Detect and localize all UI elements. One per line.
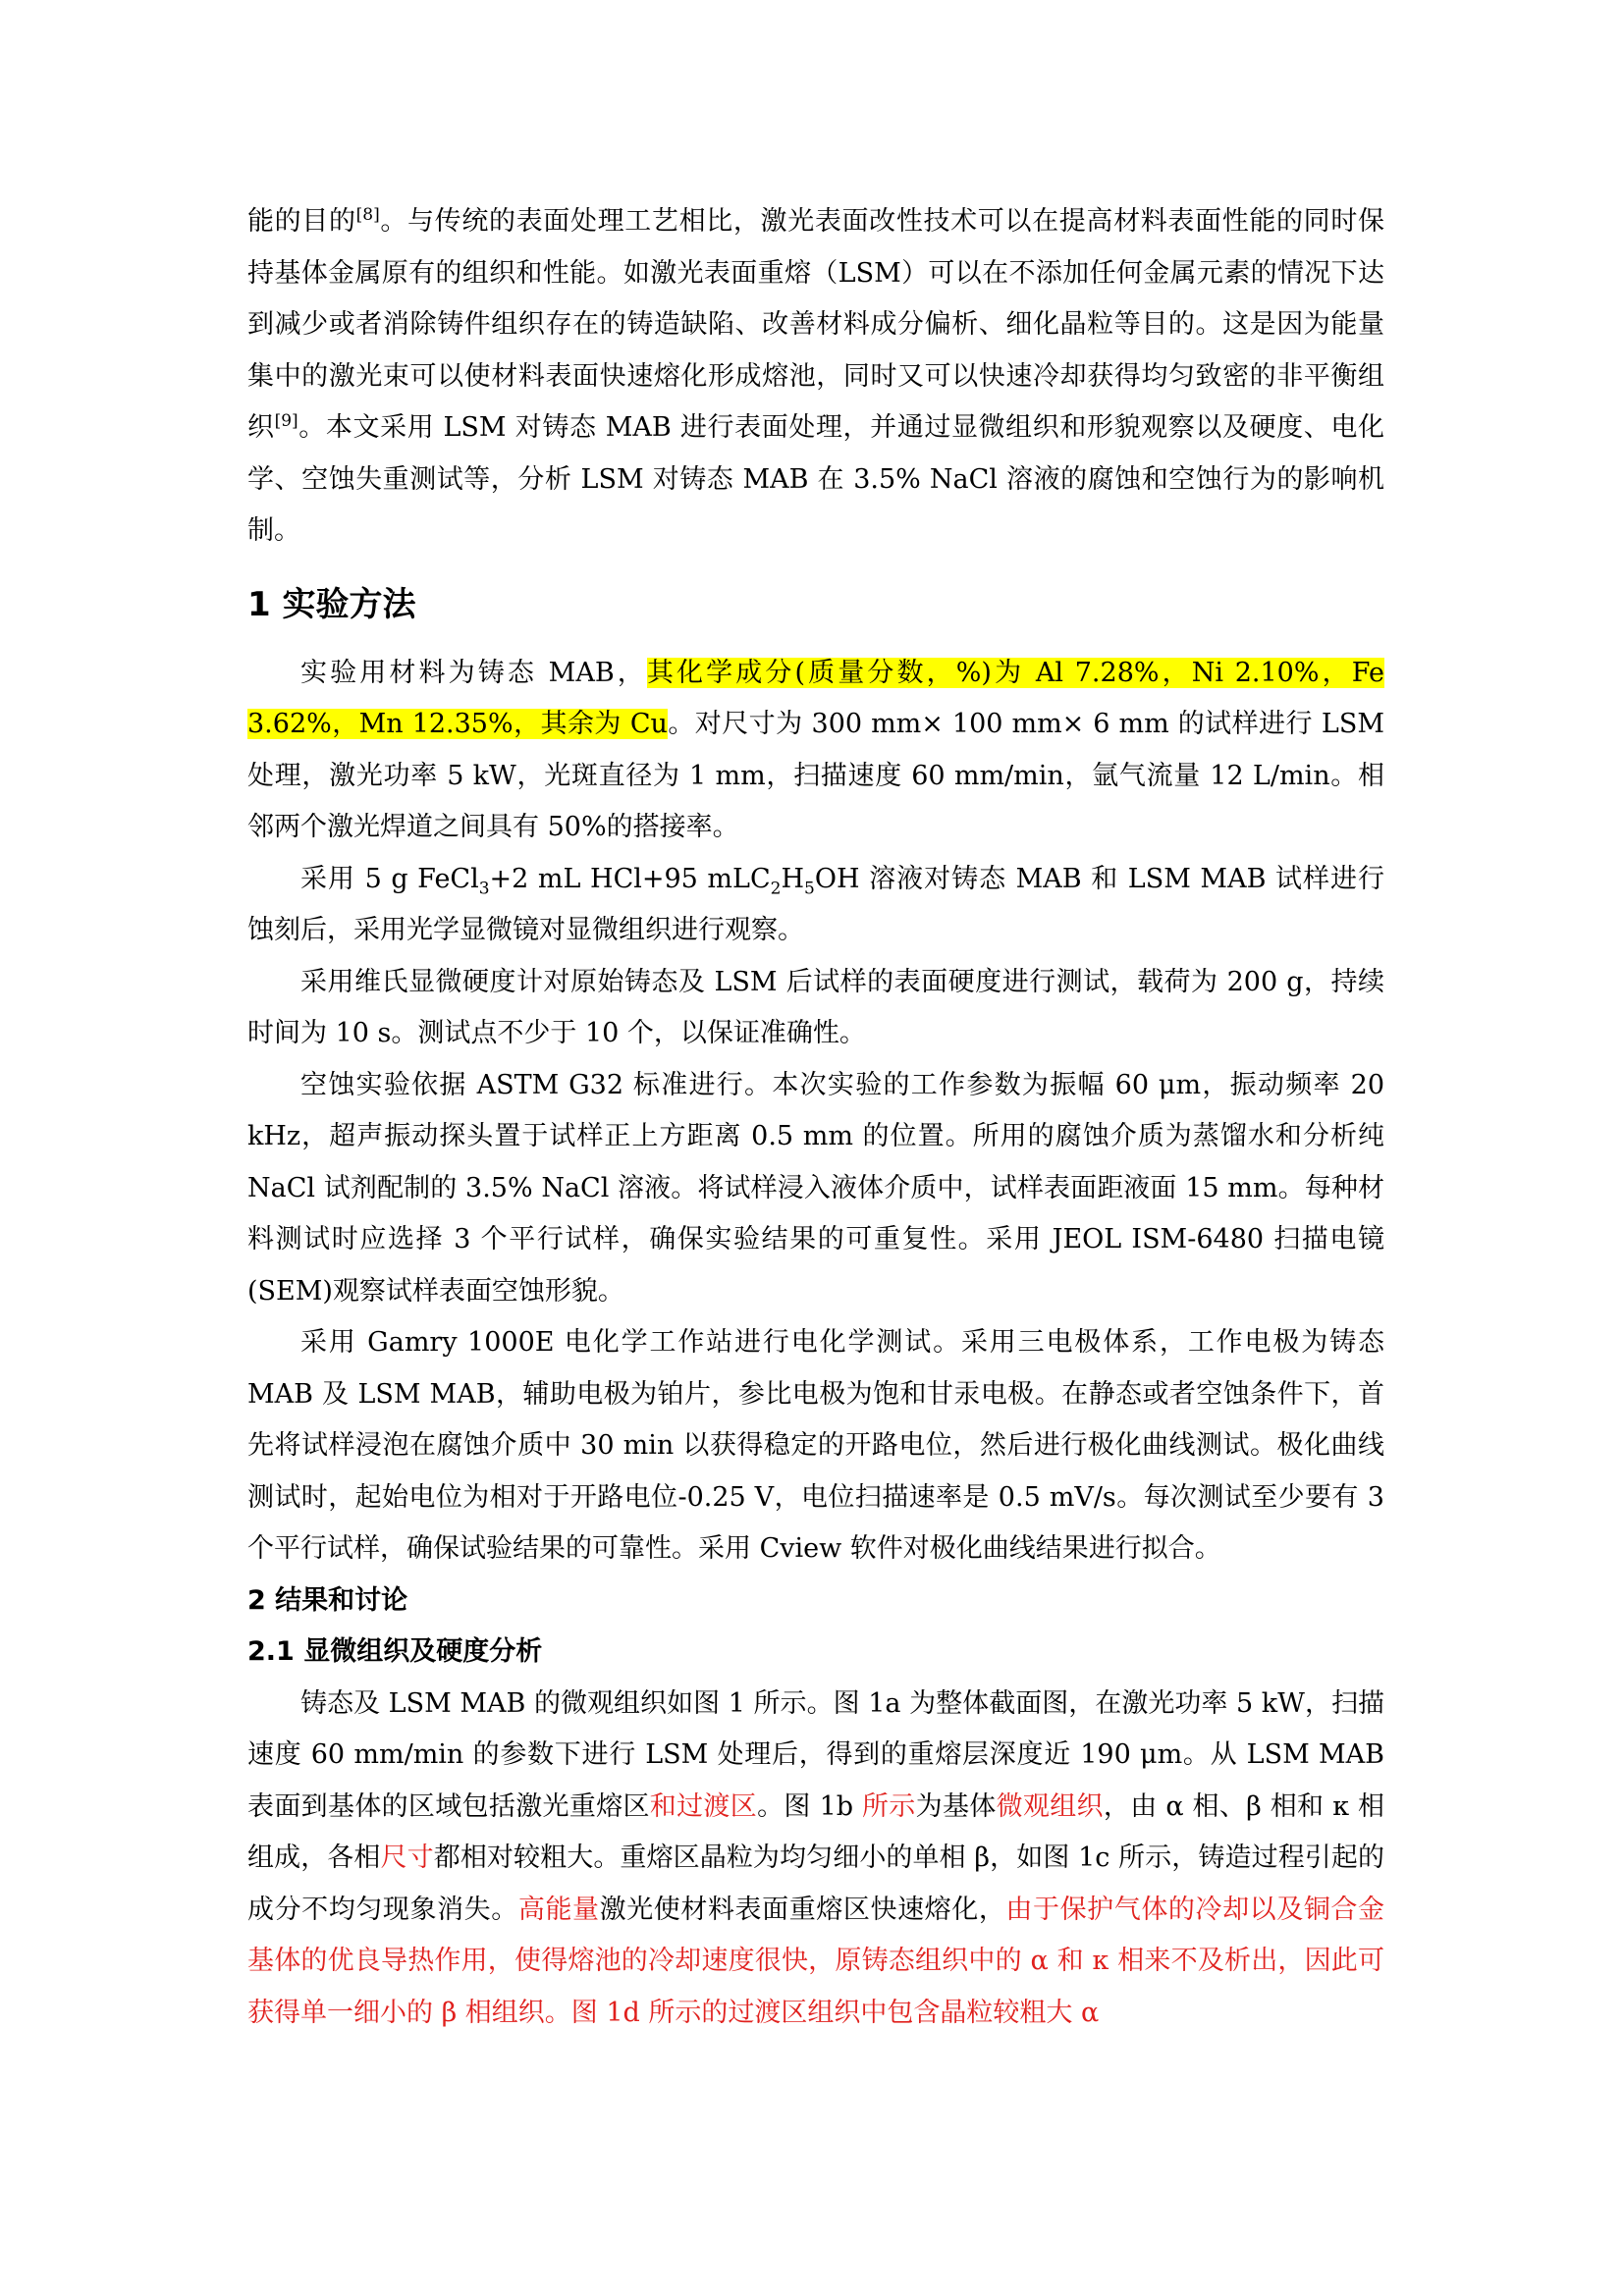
results-text-2: 。图 1b xyxy=(757,1790,862,1822)
results-text-4: ，由 α 相、β 相和 κ 相组成，各相 xyxy=(247,1790,1385,1873)
results-text-3: 为基体 xyxy=(915,1790,997,1822)
subsection-heading-microstructure: 2.1 显微组织及硬度分析 xyxy=(247,1636,543,1667)
red-text-1: 和过渡区 xyxy=(649,1790,758,1822)
etching-text-c: H xyxy=(781,863,804,894)
citation-8: [8] xyxy=(355,205,380,225)
intro-paragraph xyxy=(247,196,1384,558)
composition-highlight: 其化学成分(质量分数，%)为 Al 7.28%，Ni 2.10%，Fe 3.62%，Mn 12.35%，其余为 Cu xyxy=(247,657,1384,739)
methods-paragraph-cavitation: 空蚀实验依据 ASTM G32 标准进行。本次实验的工作参数为振幅 60 μm，振动频率 20 kHz，超声振动探头置于试样正上方距离 0.5 mm 的位置。所用的腐蚀介质为蒸馏水和分析纯 NaCl 试剂配制的 3.5% NaCl 溶液。将试样浸入液体介质中，试样表面距液面 15 mm。每种材料测试时应选择 3 个平行试样，确保实验结果的可重复性。采用 JEOL ISM-6480 扫描电镜(SEM)观察试样表面空蚀形貌。 xyxy=(247,1069,1384,1307)
red-text-4: 尺寸 xyxy=(380,1842,434,1873)
red-text-6: 由于保护气体的冷却以及铜合金基体的优良导热作用，使得熔池的冷却速度很快，原铸态组织中的 α 和 κ 相来不及析出，因此可获得单一细小的 β 相组织。图 1d 所示的过渡区组织中包含晶粒较粗大 α xyxy=(247,1894,1385,2028)
methods-paragraph-material xyxy=(247,648,1384,854)
etching-text-a: 采用 5 g FeCl xyxy=(300,863,479,894)
material-text-a: 实验用材料为铸态 MAB， xyxy=(300,657,647,688)
results-text-6: 激光使材料表面重熔区快速熔化， xyxy=(599,1894,1006,1925)
results-text-5: 都相对较粗大。重熔区晶粒为均匀细小的单相 β，如图 1c 所示，铸造过程引起的成分不均匀现象消失。 xyxy=(247,1842,1385,1925)
intro-text-3: 。本文采用 LSM 对铸态 MAB 进行表面处理，并通过显微组织和形貌观察以及硬度、电化学、空蚀失重测试等，分析 LSM 对铸态 MAB 在 3.5% NaCl 溶液的腐蚀和空蚀行为的影响机制。 xyxy=(247,412,1385,546)
section-heading-methods: 1 实验方法 xyxy=(247,584,416,624)
intro-text-2: 。与传统的表面处理工艺相比，激光表面改性技术可以在提高材料表面性能的同时保持基体金属原有的组织和性能。如激光表面重熔（LSM）可以在不添加任何金属元素的情况下达到减少或者消除铸件组织存在的铸造缺陷、改善材料成分偏析、细化晶粒等目的。这是因为能量集中的激光束可以使材料表面快速熔化形成熔池，同时又可以快速冷却获得均匀致密的非平衡组织 xyxy=(247,206,1384,443)
red-text-5: 高能量 xyxy=(517,1894,600,1925)
red-text-3: 微观组织 xyxy=(996,1790,1104,1822)
subscript-5: 5 xyxy=(804,878,815,898)
methods-paragraph-electrochemical: 采用 Gamry 1000E 电化学工作站进行电化学测试。采用三电极体系，工作电极为铸态 MAB 及 LSM MAB，辅助电极为铂片，参比电极为饱和甘汞电极。在静态或者空蚀条件下，首先将试样浸泡在腐蚀介质中 30 min 以获得稳定的开路电位，然后进行极化曲线测试。极化曲线测试时，起始电位为相对于开路电位-0.25 V，电位扫描速率是 0.5 mV/s。每次测试至少要有 3 个平行试样，确保试验结果的可靠性。采用 Cview 软件对极化曲线结果进行拟合。 xyxy=(247,1327,1384,1564)
subscript-2: 2 xyxy=(770,878,782,898)
citation-9: [9] xyxy=(274,411,298,431)
methods-paragraph-hardness: 采用维氏显微硬度计对原始铸态及 LSM 后试样的表面硬度进行测试，载荷为 200 g，持续时间为 10 s。测试点不少于 10 个，以保证准确性。 xyxy=(247,966,1384,1048)
intro-text-1: 能的目的 xyxy=(247,206,356,237)
section-heading-results: 2 结果和讨论 xyxy=(247,1584,408,1616)
subscript-3: 3 xyxy=(478,878,490,898)
document-page xyxy=(247,196,1384,2039)
results-text-1: 铸态及 LSM MAB 的微观组织如图 1 所示。图 1a 为整体截面图，在激光功率 5 kW，扫描速度 60 mm/min 的参数下进行 LSM 处理后，得到的重熔层深度近 190 μm。从 LSM MAB 表面到基体的区域包括激光重熔区 xyxy=(247,1687,1384,1822)
red-text-2: 所示 xyxy=(861,1790,916,1822)
etching-text-d: OH 溶液对铸态 MAB 和 LSM MAB 试样进行蚀刻后，采用光学显微镜对显微组织进行观察。 xyxy=(247,863,1384,945)
results-paragraph-microstructure xyxy=(247,1679,1384,2040)
material-text-b: 。对尺寸为 300 mm× 100 mm× 6 mm 的试样进行 LSM 处理，激光功率 5 kW，光斑直径为 1 mm，扫描速度 60 mm/min，氩气流量 12 L/min。相邻两个激光焊道之间具有 50%的搭接率。 xyxy=(247,709,1384,842)
etching-text-b: +2 mL HCl+95 mLC xyxy=(489,863,771,894)
methods-paragraph-etching xyxy=(247,854,1384,957)
